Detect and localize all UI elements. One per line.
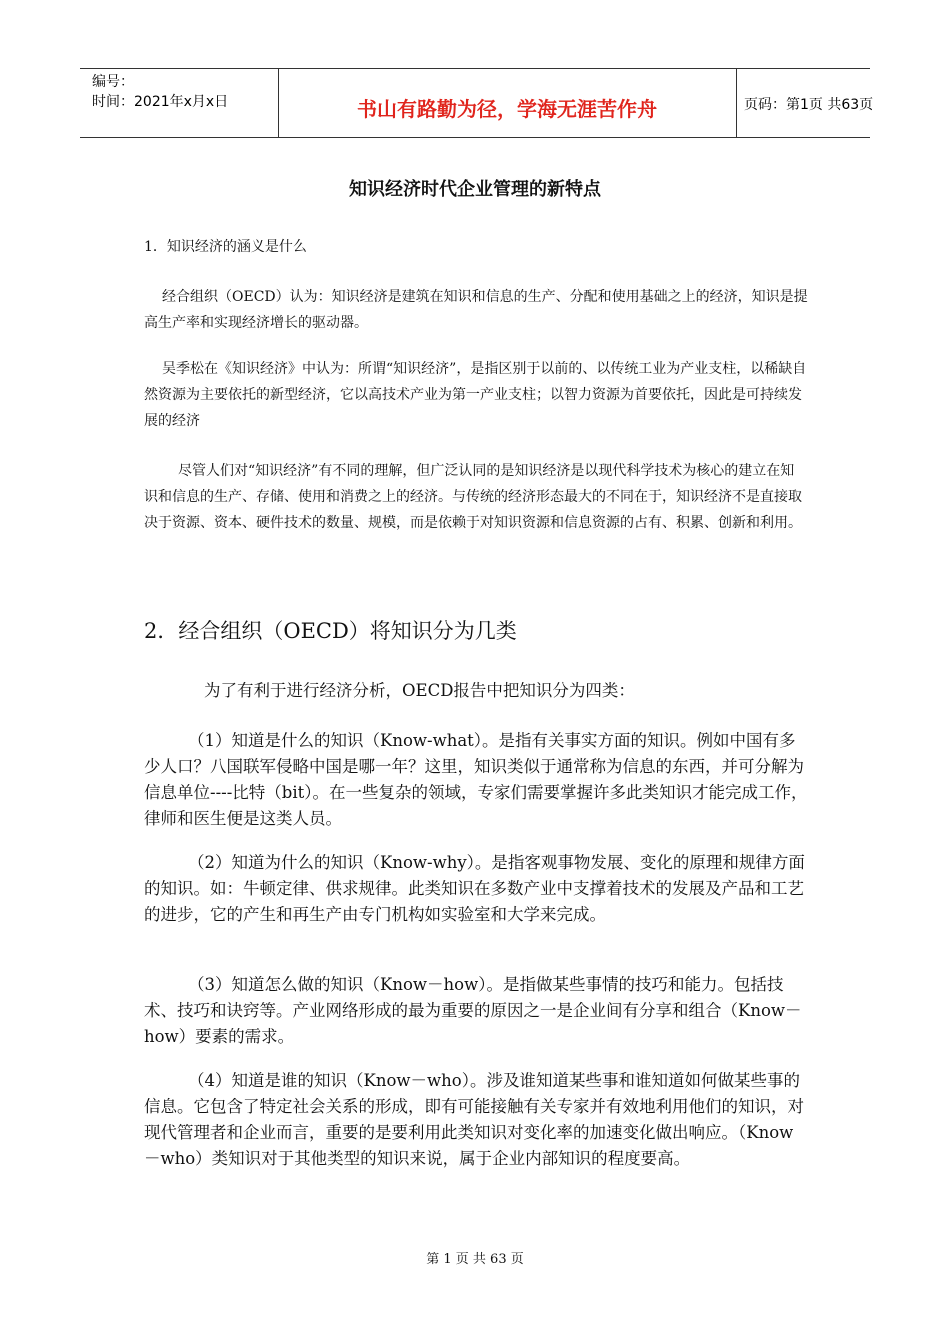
document-number-label: 编号： xyxy=(92,74,134,90)
section1-paragraph-1: 经合组织（OECD）认为：知识经济是建筑在知识和信息的生产、分配和使用基础之上的经济，知识是提高生产率和实现经济增长的驱动器。 xyxy=(144,289,808,331)
section1-heading: 1．知识经济的涵义是什么 xyxy=(144,239,307,255)
knowledge-type-1: （1）知道是什么的知识（Know-what）。是指有关事实方面的知识。例如中国有多少人口？八国联军侵略中国是哪一年？这里，知识类似于通常称为信息的东西，并可分解为信息单位----比特（bit）。在一些复杂的领域，专家们需要掌握许多此类知识才能完成工作，律师和医生便是这类人员。 xyxy=(144,731,808,828)
document-title: 知识经济时代企业管理的新特点 xyxy=(349,179,601,200)
knowledge-type-3: （3）知道怎么做的知识（Know－how）。是指做某些事情的技巧和能力。包括技术、技巧和诀窍等。产业网络形成的最为重要的原因之一是企业间有分享和组合（Know－how）要素的需求。 xyxy=(144,975,802,1046)
knowledge-type-2: （2）知道为什么的知识（Know-why）。是指客观事物发展、变化的原理和规律方面的知识。如：牛顿定律、供求规律。此类知识在多数产业中支撑着技术的发展及产品和工艺的进步，它的产生和再生产由专门机构如实验室和大学来完成。 xyxy=(144,853,805,924)
section1-paragraph-2: 吴季松在《知识经济》中认为：所谓“知识经济”，是指区别于以前的、以传统工业为产业支柱，以稀缺自然资源为主要依托的新型经济，它以高技术产业为第一产业支柱；以智力资源为首要依托，因此是可持续发展的经济 xyxy=(144,361,807,429)
page-info: 页码：第1页 共63页 xyxy=(744,97,874,113)
section2-intro: 为了有利于进行经济分析，OECD报告中把知识分为四类： xyxy=(204,681,635,700)
page-footer: 第 1 页 共 63 页 xyxy=(426,1252,524,1267)
section1-paragraph-3: 尽管人们对“知识经济”有不同的理解，但广泛认同的是知识经济是以现代科学技术为核心的建立在知识和信息的生产、存储、使用和消费之上的经济。与传统的经济形态最大的不同在于，知识经济不是直接取决于资源、资本、硬件技术的数量、规模，而是依赖于对知识资源和信息资源的占有、积累、创新和利用。 xyxy=(144,463,802,531)
motto-text: 书山有路勤为径，学海无涯苦作舟 xyxy=(357,97,657,121)
knowledge-type-4: （4）知道是谁的知识（Know－who）。涉及谁知道某些事和谁知道如何做某些事的信息。它包含了特定社会关系的形成，即有可能接触有关专家并有效地利用他们的知识，对现代管理者和企业而言，重要的是要利用此类知识对变化率的加速变化做出响应。（Know－who）类知识对于其他类型的知识来说，属于企业内部知识的程度要高。 xyxy=(144,1071,804,1168)
header-motto-cell xyxy=(278,69,737,137)
header-meta-cell xyxy=(80,69,279,137)
document-date: 时间：2021年x月x日 xyxy=(92,94,229,110)
section2-heading: 2．经合组织（OECD）将知识分为几类 xyxy=(144,619,517,643)
document-header xyxy=(80,68,874,138)
header-page-cell xyxy=(736,69,874,137)
